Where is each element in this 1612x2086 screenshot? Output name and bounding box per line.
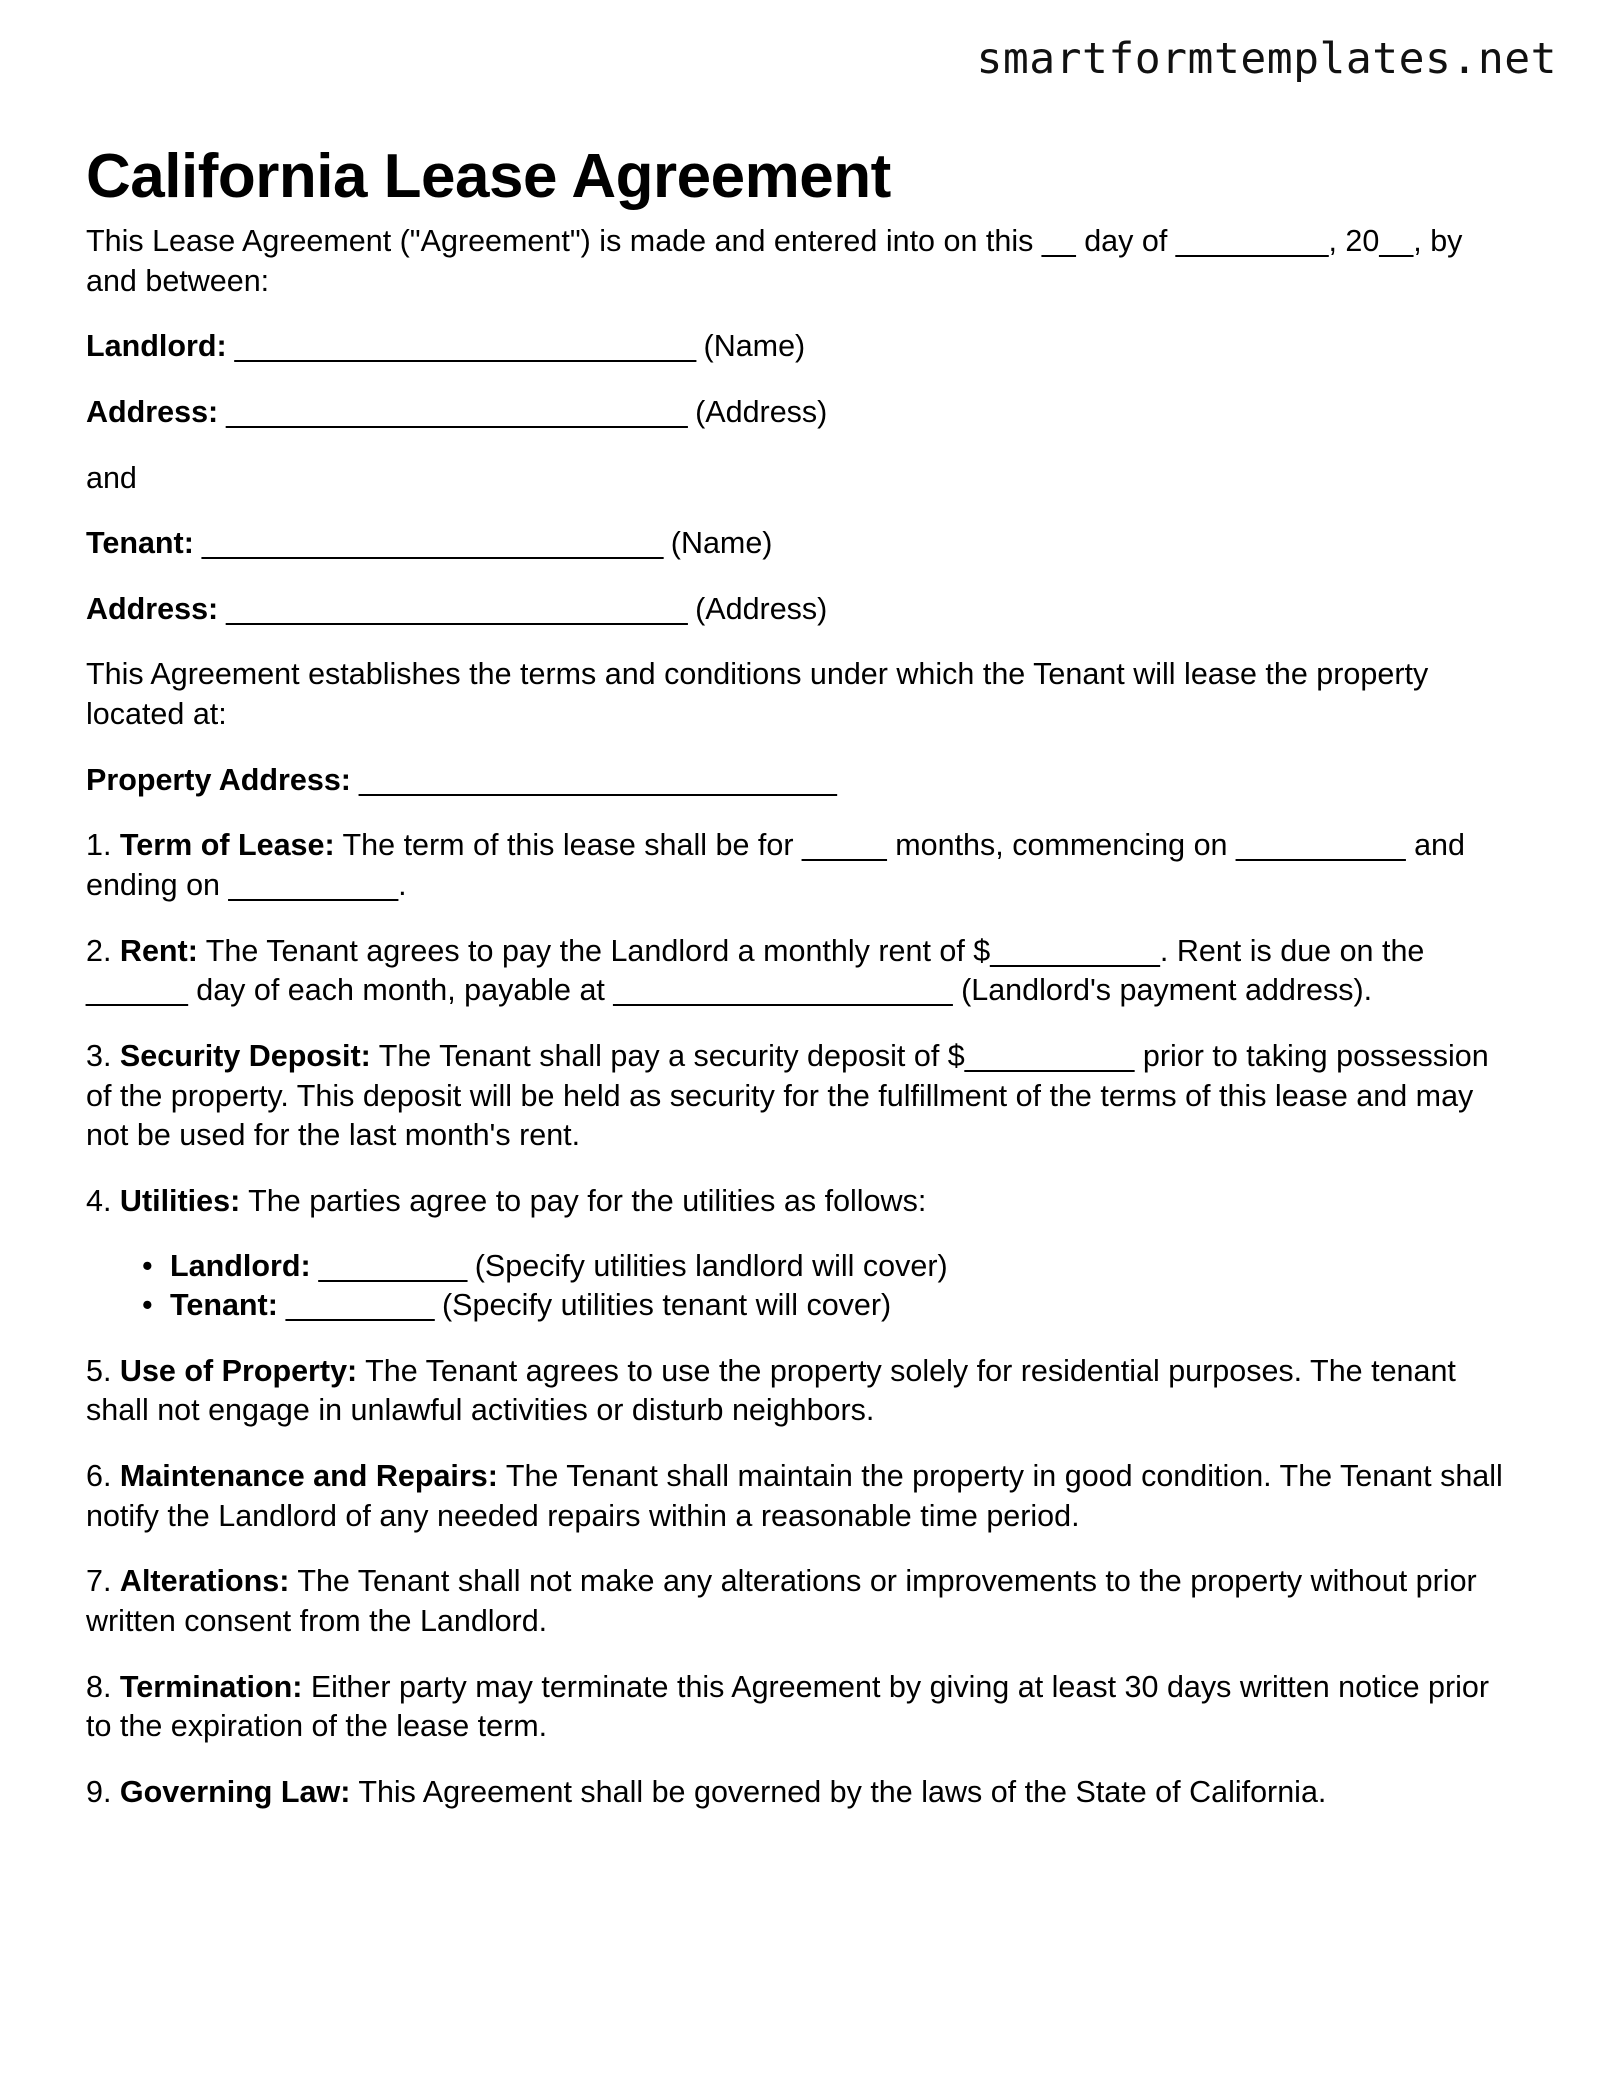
clause-number: 4. [86, 1183, 112, 1218]
property-preamble: This Agreement establishes the terms and conditions under which the Tenant will lease the property located at: [86, 657, 1429, 732]
clause-number: 7. [86, 1564, 112, 1599]
clause-text: The Tenant agrees to pay the Landlord a monthly rent of $__________. Rent is due on the ______ day of each month, payable at ____________________ (Landlord's payment address). [86, 933, 1425, 1008]
clause-maintenance-and-repairs [86, 1457, 1516, 1536]
tenant-address-hint: (Address) [695, 591, 828, 626]
landlord-address-hint: (Address) [695, 394, 828, 429]
clause-text: The Tenant shall pay a security deposit of $__________ prior to taking possession of the property. This deposit will be held as security for the fulfillment of the terms of this lease and may not be used for the last month's rent. [86, 1038, 1489, 1153]
property-address-blank[interactable]: _____________________________ [350, 762, 837, 797]
landlord-address-label: Address: [86, 394, 219, 429]
site-watermark: smartformtemplates.net [976, 34, 1557, 84]
clause-text: Either party may terminate this Agreement by giving at least 30 days written notice prior to the expiration of the lease term. [86, 1669, 1490, 1744]
conjunction-and: and [86, 460, 137, 495]
list-item [170, 1247, 1516, 1287]
landlord-label: Landlord: [86, 329, 227, 364]
tenant-address-blank[interactable]: ____________________________ [218, 591, 696, 626]
clause-number: 5. [86, 1353, 112, 1388]
clause-text: The Tenant shall not make any alterations or improvements to the property without prior written consent from the Landlord. [86, 1564, 1477, 1639]
clause-number: 9. [86, 1774, 112, 1809]
clause-rent [86, 932, 1516, 1011]
tenant-name-field [86, 524, 1516, 564]
tenant-address-label: Address: [86, 591, 219, 626]
clause-heading: Maintenance and Repairs: [119, 1459, 498, 1494]
tenant-name-blank[interactable]: ____________________________ [193, 526, 671, 561]
clause-number: 6. [86, 1459, 112, 1494]
clause-heading: Governing Law: [119, 1774, 351, 1809]
document-body [86, 222, 1516, 1839]
landlord-name-hint: (Name) [703, 329, 806, 364]
utilities-landlord-label: Landlord: [170, 1248, 311, 1283]
clause-text: The Tenant shall maintain the property in good condition. The Tenant shall notify the Landlord of any needed repairs within a reasonable time period. [86, 1459, 1503, 1533]
clause-governing-law [86, 1773, 1516, 1813]
landlord-name-blank[interactable]: ____________________________ [226, 329, 704, 364]
property-address-label: Property Address: [86, 762, 351, 797]
utilities-landlord-blank[interactable]: _________ [310, 1248, 475, 1283]
clause-heading: Termination: [119, 1669, 303, 1704]
intro-paragraph [86, 222, 1516, 301]
clause-number: 2. [86, 933, 112, 968]
utilities-tenant-label: Tenant: [170, 1288, 278, 1323]
tenant-label: Tenant: [86, 526, 194, 561]
clause-security-deposit [86, 1037, 1516, 1156]
clause-use-of-property [86, 1352, 1516, 1431]
utilities-tenant-blank[interactable]: _________ [277, 1288, 442, 1323]
clause-number: 8. [86, 1669, 112, 1704]
list-item [170, 1286, 1516, 1326]
clause-heading: Utilities: [119, 1183, 241, 1218]
landlord-address-field [86, 393, 1516, 433]
clause-heading: Use of Property: [119, 1353, 358, 1388]
utilities-landlord-hint: (Specify utilities landlord will cover) [474, 1248, 948, 1283]
tenant-name-hint: (Name) [670, 526, 773, 561]
page-title: California Lease Agreement [86, 141, 891, 211]
landlord-address-blank[interactable]: ____________________________ [218, 394, 696, 429]
tenant-address-field [86, 590, 1516, 630]
clause-heading: Rent: [119, 933, 198, 968]
clause-heading: Alterations: [119, 1564, 290, 1599]
intro-text: This Lease Agreement ("Agreement") is made and entered into on this __ day of _________, 20__, by and between: [86, 224, 1463, 298]
utilities-list [86, 1247, 1516, 1326]
landlord-name-field [86, 327, 1516, 367]
clause-text: The term of this lease shall be for _____ months, commencing on __________ and ending on __________. [86, 828, 1465, 903]
clause-text: The Tenant agrees to use the property solely for residential purposes. The tenant shall not engage in unlawful activities or disturb neighbors. [86, 1353, 1456, 1428]
clause-alterations [86, 1562, 1516, 1641]
clause-number: 1. [86, 828, 112, 863]
clause-text: The parties agree to pay for the utilities as follows: [240, 1183, 927, 1218]
clause-text: This Agreement shall be governed by the laws of the State of California. [350, 1774, 1327, 1809]
clause-utilities [86, 1182, 1516, 1222]
clause-heading: Term of Lease: [119, 828, 335, 863]
clause-termination [86, 1668, 1516, 1747]
utilities-tenant-hint: (Specify utilities tenant will cover) [442, 1288, 892, 1323]
clause-term-of-lease [86, 826, 1516, 905]
property-address-field [86, 761, 1516, 801]
clause-number: 3. [86, 1038, 112, 1073]
clause-heading: Security Deposit: [119, 1038, 371, 1073]
